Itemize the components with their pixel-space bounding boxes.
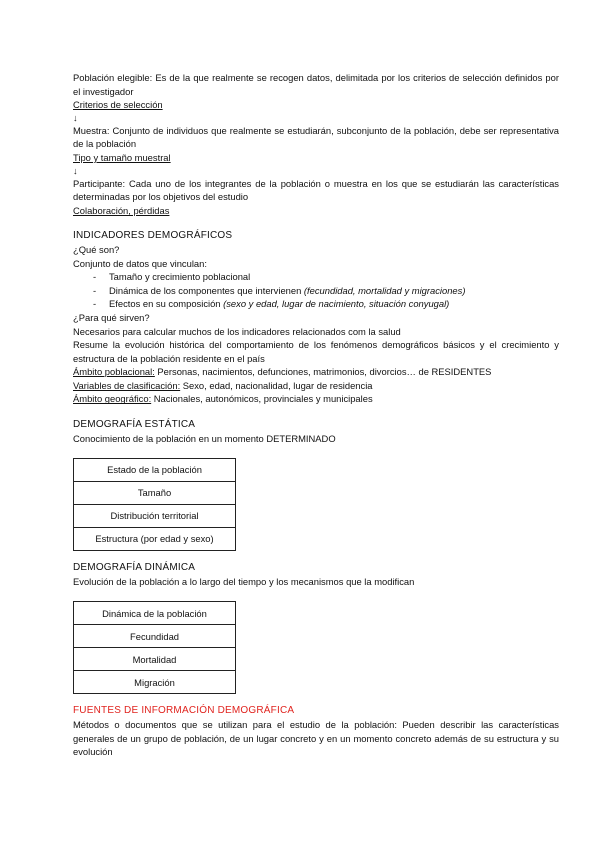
- table-cell: Mortalidad: [74, 648, 236, 671]
- indicadores-list: [73, 270, 559, 311]
- estatica-desc: Conocimiento de la población en un momento DETERMINADO: [73, 432, 336, 444]
- ambito-poblacional: [73, 365, 559, 379]
- table-row: [74, 648, 236, 671]
- list-item: [93, 297, 559, 311]
- indicadores-q1: ¿Qué son?: [73, 243, 120, 255]
- indicadores-p1: Necesarios para calcular muchos de los indicadores relacionados com la salud: [73, 325, 401, 337]
- def-term: Participante:: [73, 177, 126, 189]
- ambito-label: Variables de clasificación:: [73, 379, 181, 391]
- table-cell: Migración: [74, 671, 236, 694]
- indicadores-q2: ¿Para qué sirven?: [73, 311, 150, 323]
- table-row: [74, 671, 236, 694]
- def-sub-colaboracion: Colaboración, pérdidas: [73, 204, 170, 216]
- def-term: Población elegible:: [73, 72, 153, 83]
- table-row: [74, 482, 236, 505]
- fuentes-heading: FUENTES DE INFORMACIÓN DEMOGRÁFICA: [73, 705, 295, 717]
- list-item: [93, 284, 559, 298]
- def-text: Conjunto de individuos que realmente se estudiarán, subconjunto de la población, debe ser representativa de la población: [73, 124, 559, 150]
- indicadores-intro: Conjunto de datos que vinculan:: [73, 257, 207, 269]
- ambito-text: Sexo, edad, nacionalidad, lugar de residencia: [180, 379, 373, 391]
- def-text: Es de la que realmente se recogen datos, delimitada por los criterios de selección definidos por el investigador: [73, 72, 559, 97]
- indicadores-heading: INDICADORES DEMOGRÁFICOS: [73, 230, 233, 242]
- table-cell: Fecundidad: [74, 625, 236, 648]
- ambito-label: Ámbito poblacional:: [73, 366, 155, 378]
- def-muestra: [73, 124, 559, 151]
- table-row: [74, 528, 236, 551]
- dinamica-table: [73, 601, 236, 694]
- dinamica-desc: Evolución de la población a lo largo del tiempo y los mecanismos que la modifican: [73, 575, 415, 587]
- def-sub-tipo: Tipo y tamaño muestral: [73, 151, 171, 163]
- table-row: [74, 625, 236, 648]
- table-row: [74, 459, 236, 482]
- def-text: Cada uno de los integrantes de la población o muestra en los que se estudiarán las características determinadas por los objetivos del estudio: [73, 177, 559, 203]
- list-item-text: Efectos en su composición: [109, 298, 224, 310]
- ambito-geografico: [73, 392, 559, 406]
- estatica-table: [73, 458, 236, 551]
- ambito-label: Ámbito geográfico:: [73, 393, 152, 405]
- ambito-text: Personas, nacimientos, defunciones, matrimonios, divorcios… de RESIDENTES: [154, 366, 492, 378]
- table-row: [74, 505, 236, 528]
- arrow-down-icon: ↓: [73, 164, 78, 176]
- fuentes-text: Métodos o documentos que se utilizan para el estudio de la población: Pueden describir las características generales de un grupo de población, de un lugar concreto y en un momento concreto además de su estructura y su evolución: [73, 719, 559, 758]
- ambito-text: Nacionales, autonómicos, provinciales y municipales: [151, 393, 373, 405]
- arrow-down-icon: ↓: [73, 111, 78, 123]
- table-cell: Dinámica de la población: [74, 602, 236, 625]
- table-cell: Tamaño: [74, 482, 236, 505]
- table-cell: Estructura (por edad y sexo): [74, 528, 236, 551]
- list-item-text: Tamaño y crecimiento poblacional: [109, 271, 251, 283]
- table-cell: Distribución territorial: [74, 505, 236, 528]
- document-body: [73, 71, 559, 759]
- def-participante: [73, 177, 559, 204]
- estatica-heading: DEMOGRAFÍA ESTÁTICA: [73, 419, 196, 431]
- def-sub-criterios: Criterios de selección: [73, 99, 163, 111]
- table-row: [74, 602, 236, 625]
- def-term: Muestra:: [73, 124, 110, 136]
- list-item-italic: (fecundidad, mortalidad y migraciones): [303, 284, 466, 296]
- table-cell: Estado de la población: [74, 459, 236, 482]
- indicadores-p2: Resume la evolución histórica del comportamiento de los fenómenos demográficos básicos y el crecimiento y estructura de la población residente en el país: [73, 339, 559, 364]
- def-poblacion-elegible: [73, 71, 559, 98]
- list-item-italic: (sexo y edad, lugar de nacimiento, situación conyugal): [223, 298, 450, 310]
- list-item: [93, 270, 559, 284]
- list-item-text: Dinámica de los componentes que intervienen: [109, 284, 304, 296]
- variables-clasificacion: [73, 379, 559, 393]
- dinamica-heading: DEMOGRAFÍA DINÁMICA: [73, 562, 196, 574]
